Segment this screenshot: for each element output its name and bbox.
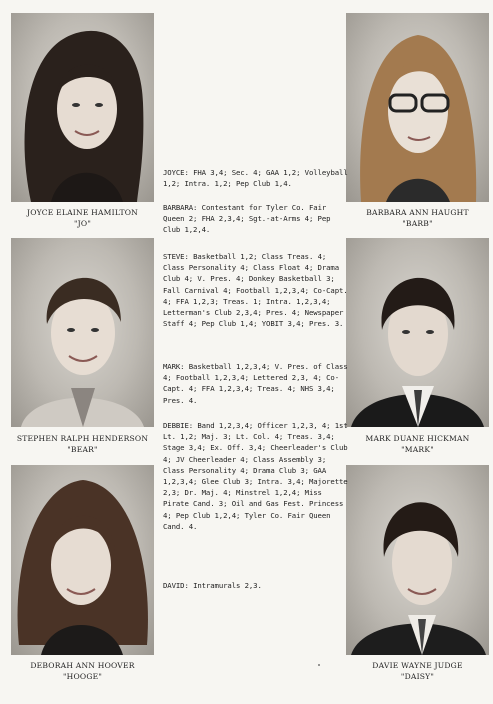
activities-debbie — [163, 420, 349, 532]
portrait-steve — [11, 238, 154, 427]
student-name: JOYCE ELAINE HAMILTON — [26, 208, 139, 217]
caption-davie — [336, 660, 493, 682]
student-nickname: "BARB" — [402, 219, 433, 228]
activities-barbara — [163, 202, 349, 236]
activities-label: BARBARA: — [163, 203, 198, 212]
activities-label: MARK: — [163, 362, 185, 371]
student-nickname: "BEAR" — [67, 445, 98, 454]
student-name: DAVIE WAYNE JUDGE — [372, 661, 463, 670]
activities-text: Basketball 1,2; Class Treas. 4; Class Personality 4; Class Float 4; Drama Club 4; V. Pres. 4; Donkey Basketball 3; Fall Carnival 4; Football 1,2,3,4; Co-Capt. 4; FFA 1,2,3; Treas. 1; Intra. 1,2,3,4; Letterman's Club 2,3,4; Pres. 4; Newspaper Staff 4; Pep Club 1,4; YOBIT 3,4; Pres. 3. — [163, 252, 348, 329]
activities-text: Intramurals 2,3. — [193, 581, 262, 590]
student-name: MARK DUANE HICKMAN — [365, 434, 470, 443]
portrait-joyce — [11, 13, 154, 202]
caption-barbara — [336, 207, 493, 229]
portrait-davie — [346, 465, 489, 655]
caption-steve — [0, 433, 165, 455]
student-nickname: "HOOGE" — [62, 672, 103, 681]
portrait-mark — [346, 238, 489, 427]
activities-text: Basketball 1,2,3,4; V. Pres. of Class 4; Football 1,2,3,4; Lettered 2,3, 4; Co-Capt. 4; FFA 1,2,3,4; Treas. 4; NHS 3,4; Pres. 4. — [163, 362, 348, 405]
caption-debbie — [0, 660, 165, 682]
portrait-debbie — [11, 465, 154, 655]
student-nickname: "MARK" — [401, 445, 434, 454]
activities-text: FHA 3,4; Sec. 4; GAA 1,2; Volleyball 1,2; Intra. 1,2; Pep Club 1,4. — [163, 168, 348, 189]
activities-steve — [163, 251, 349, 329]
activities-mark — [163, 361, 349, 406]
activities-label: DAVID: — [163, 581, 189, 590]
page-mark — [318, 664, 320, 666]
activities-davie — [163, 580, 349, 591]
student-name: STEPHEN RALPH HENDERSON — [16, 434, 149, 443]
caption-joyce — [0, 207, 165, 229]
activities-label: DEBBIE: — [163, 421, 194, 430]
activities-text: Contestant for Tyler Co. Fair Queen 2; FHA 2,3,4; Sgt.-at-Arms 4; Pep Club 1,2,4. — [163, 203, 331, 235]
student-name: BARBARA ANN HAUGHT — [366, 208, 469, 217]
activities-text: Band 1,2,3,4; Officer 1,2,3, 4; 1st Lt. 1,2; Maj. 3; Lt. Col. 4; Treas. 3,4; Stage 3,4; Ex. Off. 3,4; Cheerleader's Club 4; JV Cheerleader 4; Class Assembly 3; Class Personality 4; Drama Club 3; GAA 1,2,3,4; Glee Club 3; Intra. 3,4; Majorette 2,3; Dr. Maj. 4; Minstrel 1,2,4; Miss Pirate Cand. 3; Oil and Gas Fest. Princess 4; Pep Club 1,2,4; Tyler Co. Fair Queen Cand. 4. — [163, 421, 348, 531]
student-nickname: "DAISY" — [400, 672, 435, 681]
activities-label: JOYCE: — [163, 168, 189, 177]
student-nickname: "JO" — [73, 219, 92, 228]
caption-mark — [336, 433, 493, 455]
activities-label: STEVE: — [163, 252, 189, 261]
portrait-barbara — [346, 13, 489, 202]
student-name: DEBORAH ANN HOOVER — [30, 661, 135, 670]
activities-joyce — [163, 167, 349, 189]
